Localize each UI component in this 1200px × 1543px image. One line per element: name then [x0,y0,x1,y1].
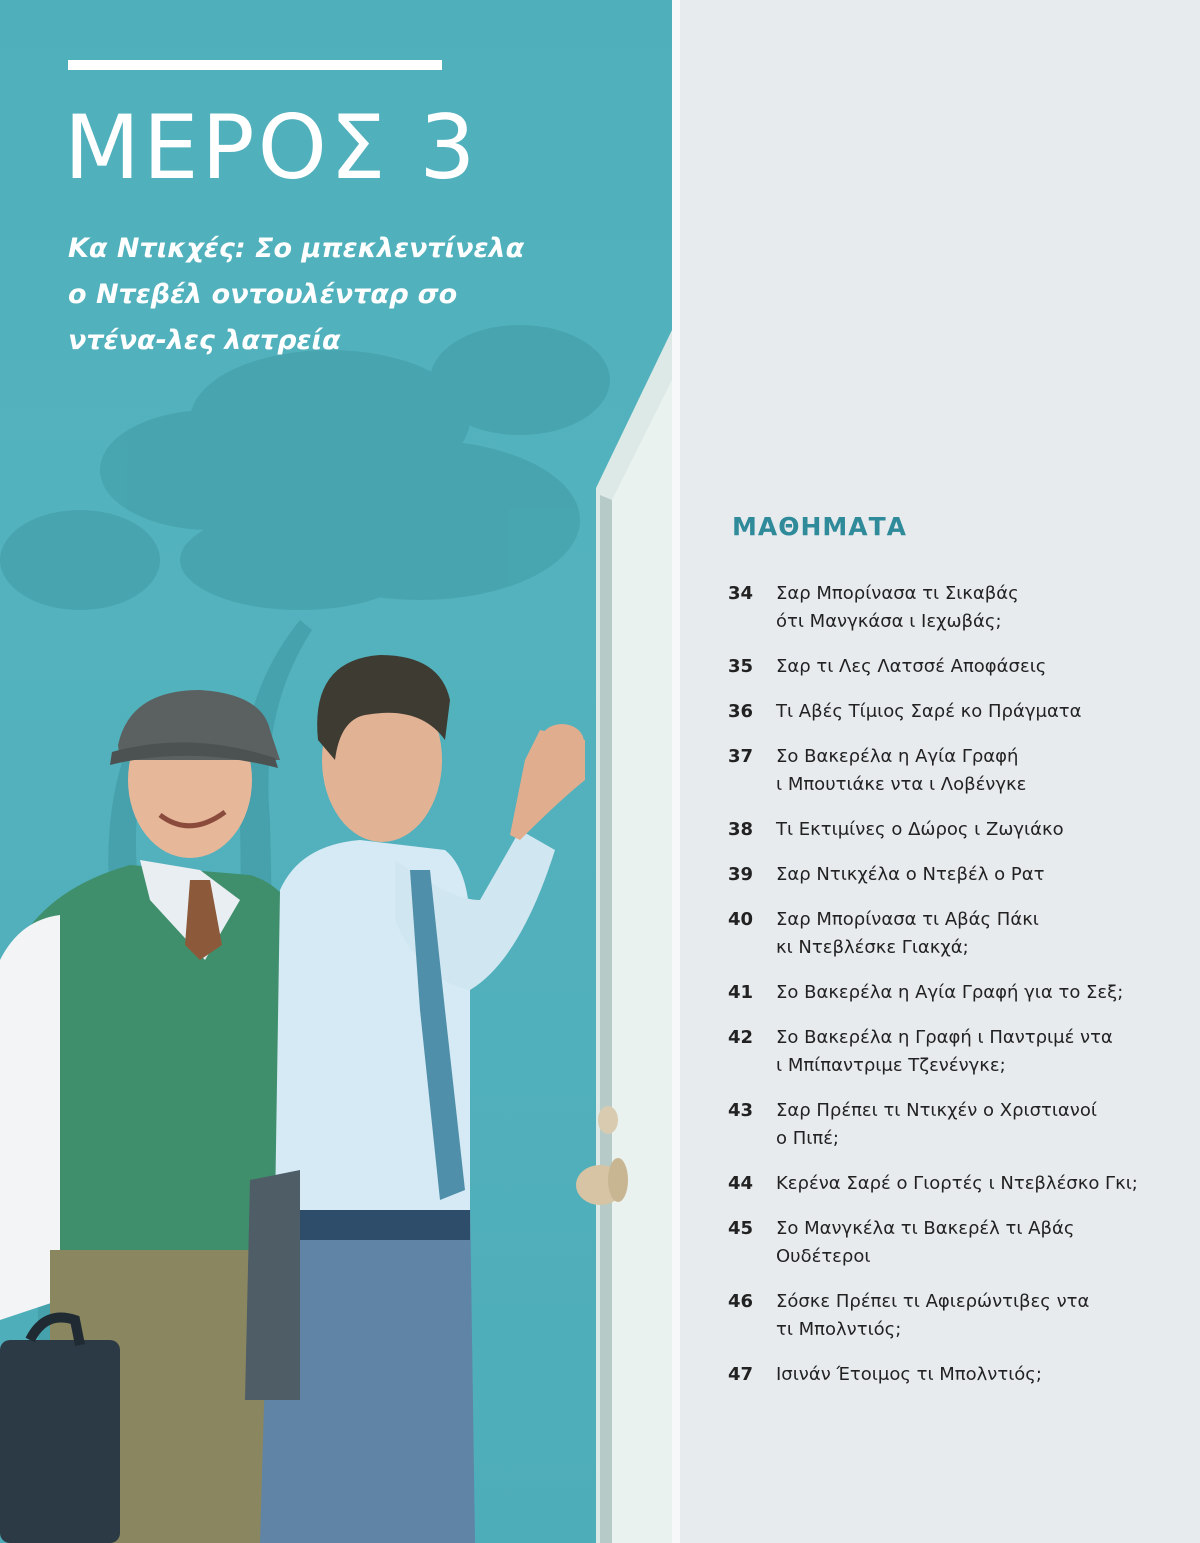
lesson-list [728,580,1198,1406]
lesson-item[interactable] [728,816,1198,844]
lesson-item[interactable] [728,861,1198,889]
lesson-item[interactable] [728,1097,1198,1153]
lesson-item[interactable] [728,698,1198,726]
title-bar-decoration [68,60,442,70]
lessons-heading: ΜΑΘΗΜΑΤΑ [732,512,908,541]
lesson-number: 42 [728,1027,754,1048]
lesson-number: 38 [728,819,754,840]
lesson-item[interactable] [728,1170,1198,1198]
lesson-item[interactable] [728,653,1198,681]
lesson-number: 47 [728,1364,754,1385]
lesson-title: Κερένα Σαρέ ο Γιορτές ι Ντεβλέσκο Γκι; [776,1173,1138,1194]
lesson-title: Τι Αβές Τίμιος Σαρέ κο Πράγματα [776,701,1082,722]
lesson-item[interactable] [728,906,1198,962]
lesson-number: 46 [728,1291,754,1312]
lesson-item[interactable] [728,1215,1198,1271]
part-subtitle: Κα Ντικχές: Σο μπεκλεντίνελα ο Ντεβέλ οντουλένταρ σο ντένα-λες λατρεία [68,233,525,356]
lesson-number: 43 [728,1100,754,1121]
lesson-title: Σο Βακερέλα η Γραφή ι Παντριμέ ντα ι Μπίπαντριμε Τζενένγκε; [776,1027,1113,1076]
lesson-title: Τι Εκτιμίνες ο Δώρος ι Ζωγιάκο [776,819,1064,840]
lesson-number: 44 [728,1173,754,1194]
lesson-title: Σαρ τι Λες Λατσσέ Αποφάσεις [776,656,1047,677]
lesson-number: 39 [728,864,754,885]
lesson-item[interactable] [728,1288,1198,1344]
lesson-number: 37 [728,746,754,767]
lesson-title: Σαρ Μπορίνασα τι Αβάς Πάκι κι Ντεβλέσκε Γιακχά; [776,909,1039,958]
lessons-panel [680,0,1200,1543]
page-divider [672,0,680,1543]
lesson-number: 36 [728,701,754,722]
lesson-item[interactable] [728,580,1198,636]
younger-man [245,655,585,1543]
lesson-item[interactable] [728,979,1198,1007]
lesson-item[interactable] [728,1361,1198,1389]
lesson-title: Σόσκε Πρέπει τι Αφιερώντιβες ντα τι Μπολντιός; [776,1291,1090,1340]
lesson-number: 41 [728,982,754,1003]
lesson-number: 45 [728,1218,754,1239]
lesson-title: Σο Βακερέλα η Αγία Γραφή για το Σεξ; [776,982,1124,1003]
lesson-title: Σο Βακερέλα η Αγία Γραφή ι Μπουτιάκε ντα ι Λοβένγκε [776,746,1027,795]
lesson-title: Σαρ Ντικχέλα ο Ντεβέλ ο Ρατ [776,864,1045,885]
lesson-title: Ισινάν Έτοιμος τι Μπολντιός; [776,1364,1042,1385]
lesson-title: Σο Μανγκέλα τι Βακερέλ τι Αβάς Ουδέτεροι [776,1218,1075,1267]
part-title: ΜΕΡΟΣ 3 [64,96,479,199]
lesson-number: 35 [728,656,754,677]
lesson-item[interactable] [728,1024,1198,1080]
lesson-number: 34 [728,583,754,604]
lesson-title: Σαρ Μπορίνασα τι Σικαβάς ότι Μανγκάσα ι Ιεχωβάς; [776,583,1019,632]
lesson-title: Σαρ Πρέπει τι Ντικχέν ο Χριστιανοί ο Πιπέ; [776,1100,1097,1149]
lesson-item[interactable] [728,743,1198,799]
lesson-number: 40 [728,909,754,930]
